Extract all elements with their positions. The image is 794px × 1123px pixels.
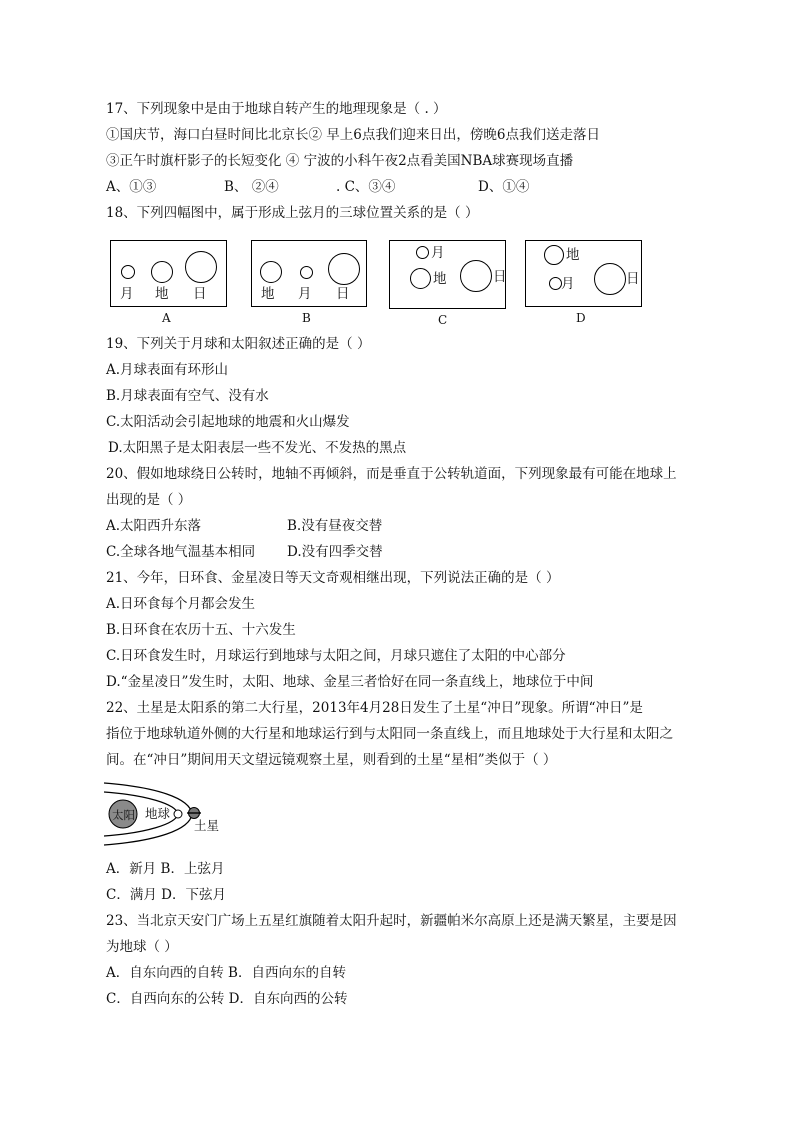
moon-label: 月: [561, 276, 575, 292]
sun-label: 太阳: [112, 808, 135, 822]
moon-circle: [121, 265, 135, 279]
q19-option-d: D.太阳黑子是太阳表层一些不发光、不发热的黑点: [108, 440, 407, 456]
q23-stem-line-2: 为地球（ ）: [106, 939, 178, 955]
q18-figure-c: [389, 240, 506, 309]
q21-option-b: B.日环食在农历十五、十六发生: [106, 622, 296, 638]
q20-stem-line-2: 出现的是（ ）: [106, 492, 192, 508]
q18-stem: 18、下列四幅图中，属于形成上弦月的三球位置关系的是（ ）: [106, 205, 479, 221]
q22-stem-line-2: 指位于地球轨道外侧的大行星和地球运行到与太阳同一条直线上，而且地球处于大行星和太阳之: [106, 726, 673, 742]
sun-circle: [594, 263, 626, 295]
earth-label: 地: [155, 286, 169, 302]
moon-circle: [416, 246, 429, 259]
earth-circle: [151, 261, 173, 283]
q23-stem-line-1: 23、当北京天安门广场上五星红旗随着太阳升起时，新疆帕米尔高原上还是满天繁星，主要是因: [106, 913, 677, 929]
earth-label: 地: [433, 271, 447, 287]
q22-stem-line-1: 22、土星是太阳系的第二大行星，2013年4月28日发生了土星“冲日”现象。所谓“冲日”是: [106, 700, 643, 716]
q23-options-ab: A．自东向西的自转 B．自西向东的自转: [106, 965, 346, 981]
earth-label: 地球: [145, 806, 171, 821]
q23-options-cd: C．自西向东的公转 D．自东向西的公转: [106, 991, 348, 1007]
q18-caption-c: C: [438, 313, 448, 327]
moon-label: 月: [431, 245, 445, 261]
earth-circle: [260, 261, 282, 283]
q18-figure-d: [525, 240, 642, 307]
q18-figure-a: [110, 240, 227, 307]
q20-option-b: B.没有昼夜交替: [287, 518, 383, 534]
q17-option-line-2: ③正午时旗杆影子的长短变化 ④ 宁波的小科午夜2点看美国NBA球赛现场直播: [106, 153, 574, 169]
saturn-label: 土星: [194, 818, 220, 833]
sun-label: 日: [626, 271, 640, 287]
q19-option-a: A.月球表面有环形山: [106, 362, 229, 378]
q17-option-line-1: ①国庆节，海口白昼时间比北京长② 早上6点我们迎来日出，傍晚6点我们送走落日: [106, 127, 600, 143]
moon-circle: [300, 266, 313, 279]
q22-orbit-figure: [104, 776, 234, 852]
q22-options-ab: A．新月 B．上弦月: [106, 861, 225, 877]
q17-choice-c: . C、③④: [336, 179, 396, 195]
q18-caption-d: D: [576, 311, 586, 325]
sun-label: 日: [193, 286, 207, 302]
q21-option-d: D.“金星凌日”发生时，太阳、地球、金星三者恰好在同一条直线上，地球位于中间: [106, 674, 594, 690]
q17-stem: 17、下列现象中是由于地球自转产生的地理现象是（ . ）: [106, 101, 447, 117]
q17-choice-b: B、 ②④: [224, 179, 279, 195]
sun-label: 日: [336, 286, 350, 302]
q19-option-c: C.太阳活动会引起地球的地震和火山爆发: [106, 414, 350, 430]
earth-label: 地: [261, 286, 275, 302]
sun-label: 日: [493, 269, 507, 285]
earth-circle: [410, 268, 431, 289]
q18-figure-b: [251, 240, 367, 307]
q20-option-c: C.全球各地气温基本相同: [106, 544, 256, 560]
q19-stem: 19、下列关于月球和太阳叙述正确的是（ ）: [106, 336, 371, 352]
q20-option-a: A.太阳西升东落: [106, 518, 202, 534]
q21-option-a: A.日环食每个月都会发生: [106, 596, 256, 612]
q18-caption-a: A: [162, 311, 171, 325]
q22-options-cd: C．满月 D．下弦月: [106, 887, 226, 903]
moon-label: 月: [298, 286, 312, 302]
sun-circle: [185, 251, 217, 283]
q22-stem-line-3: 间。在“冲日”期间用天文望远镜观察土星，则看到的土星“星相”类似于（ ）: [106, 752, 557, 768]
q21-option-c: C.日环食发生时，月球运行到地球与太阳之间，月球只遮住了太阳的中心部分: [106, 648, 566, 664]
sun-circle: [460, 260, 492, 292]
q21-stem: 21、今年，日环食、金星凌日等天文奇观相继出现，下列说法正确的是（ ）: [106, 570, 560, 586]
earth-label: 地: [566, 247, 580, 263]
q19-option-b: B.月球表面有空气、没有水: [106, 388, 269, 404]
q17-choice-d: D、①④: [478, 179, 530, 195]
sun-circle: [328, 253, 360, 285]
earth-circle: [544, 245, 564, 265]
q18-caption-b: B: [302, 311, 311, 325]
moon-label: 月: [120, 286, 134, 302]
q17-choice-a: A、①③: [106, 179, 157, 195]
q20-option-d: D.没有四季交替: [287, 544, 383, 560]
q20-stem-line-1: 20、假如地球绕日公转时，地轴不再倾斜，而是垂直于公转轨道面，下列现象最有可能在地球上: [106, 466, 677, 482]
